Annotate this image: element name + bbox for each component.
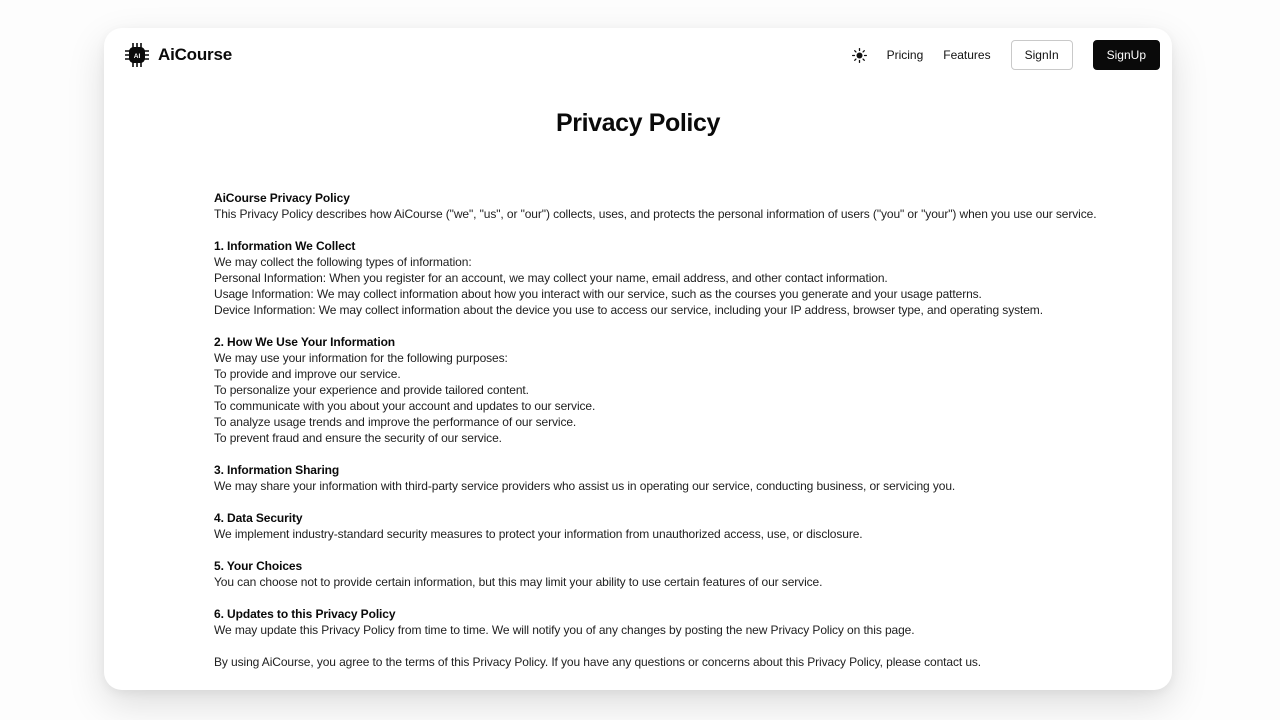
policy-section-heading: 3. Information Sharing — [214, 463, 340, 477]
policy-line: We may update this Privacy Policy from time to time. We will notify you of any changes by posting the new Privacy Policy on this page. — [214, 623, 915, 637]
policy-line: To communicate with you about your account and updates to our service. — [214, 399, 596, 413]
policy-section-heading: 6. Updates to this Privacy Policy — [214, 607, 396, 621]
policy-line: We may share your information with third-party service providers who assist us in operating our service, conducting business, or servicing you. — [214, 479, 956, 493]
policy-line: We may collect the following types of information: — [214, 255, 472, 269]
policy-section — [214, 462, 1062, 494]
signup-button[interactable]: SignUp — [1093, 40, 1160, 70]
policy-section-heading: AiCourse Privacy Policy — [214, 191, 350, 205]
privacy-policy-card — [104, 28, 1172, 690]
policy-section-heading: 2. How We Use Your Information — [214, 335, 396, 349]
policy-line: This Privacy Policy describes how AiCourse ("we", "us", or "our") collects, uses, and protects the personal information of users ("you" or "your") when you use our service. — [214, 207, 1097, 221]
ai-chip-logo-icon — [124, 42, 150, 68]
policy-line: By using AiCourse, you agree to the terms of this Privacy Policy. If you have any questions or concerns about this Privacy Policy, please contact us. — [214, 655, 982, 669]
policy-line: To analyze usage trends and improve the performance of our service. — [214, 415, 577, 429]
page-title: Privacy Policy — [556, 109, 720, 137]
policy-content — [214, 190, 1097, 670]
policy-line: You can choose not to provide certain information, but this may limit your ability to use certain features of our service. — [214, 575, 823, 589]
nav-link-pricing[interactable]: Pricing — [886, 48, 924, 62]
policy-section-heading: 5. Your Choices — [214, 559, 303, 573]
policy-line: To provide and improve our service. — [214, 367, 401, 381]
nav-link-features[interactable]: Features — [943, 48, 991, 62]
policy-section-heading: 4. Data Security — [214, 511, 303, 525]
signin-button[interactable]: SignIn — [1011, 40, 1073, 70]
policy-section — [214, 238, 1062, 318]
policy-section — [214, 510, 1062, 542]
policy-section-heading: 1. Information We Collect — [214, 239, 356, 253]
policy-line: We may use your information for the following purposes: — [214, 351, 508, 365]
policy-line: We implement industry-standard security measures to protect your information from unauthorized access, use, or disclosure. — [214, 527, 863, 541]
policy-section — [214, 334, 1062, 446]
nav-group — [852, 40, 1160, 70]
policy-line: Personal Information: When you register for an account, we may collect your name, email address, and other contact information. — [214, 271, 888, 285]
svg-text:AI: AI — [133, 52, 141, 60]
brand-logo[interactable] — [124, 42, 232, 68]
policy-line: To prevent fraud and ensure the security of our service. — [214, 431, 502, 445]
policy-section — [214, 606, 1062, 638]
navbar — [104, 28, 1172, 82]
policy-line: Usage Information: We may collect information about how you interact with our service, such as the courses you generate and your usage patterns. — [214, 287, 982, 301]
policy-section — [214, 654, 1062, 670]
theme-toggle-button[interactable] — [852, 48, 867, 63]
policy-line: To personalize your experience and provide tailored content. — [214, 383, 529, 397]
policy-line: Device Information: We may collect information about the device you use to access our service, including your IP address, browser type, and operating system. — [214, 303, 1043, 317]
brand-name: AiCourse — [158, 45, 232, 64]
sun-icon — [852, 48, 867, 63]
policy-section — [214, 558, 1062, 590]
policy-section — [214, 190, 1097, 222]
